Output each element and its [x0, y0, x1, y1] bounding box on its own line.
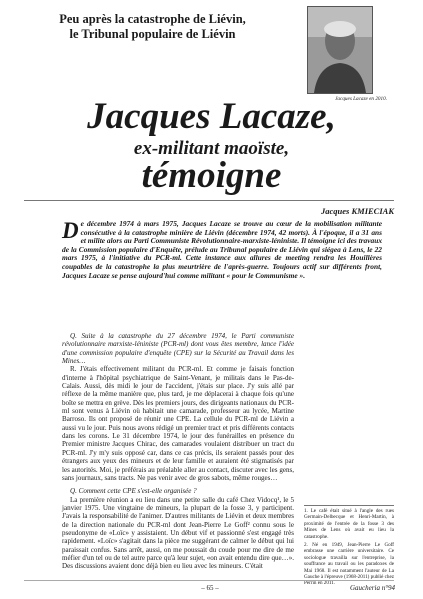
question-2: Q. Comment cette CPE s'est-elle organisée ?: [70, 487, 197, 496]
article-title-line-2: ex-militant maoïste,: [133, 138, 290, 159]
title-rule: [24, 200, 394, 201]
journal-issue: Gaucheria n°94: [350, 584, 395, 592]
article-title-line-3: témoigne: [141, 155, 282, 196]
article-body: [62, 330, 294, 571]
photo-caption: Jacques Lacaze en 2010.: [335, 96, 387, 102]
footnote-2: 2. Né en 1949, Jean-Pierre Le Goff embrasse une carrière universitaire. Ce sociologue travailla sur l'entreprise, la souffrance au travail ou les paradoxes de Mai 1968. Il est notamment l'auteur de La Gauche à l'épreuve (1968-2011) publié chez Perrin en 2011.: [304, 542, 394, 587]
kicker-heading: [20, 12, 285, 42]
drop-cap: D: [62, 218, 79, 243]
kicker-line-2: le Tribunal populaire de Liévin: [69, 27, 236, 41]
question-1: Q. Suite à la catastrophe du 27 décembre 1974, le Parti communiste révolutionnaire marxiste-léniniste (PCR-ml) dont vous êtes membre, lance l'idée d'une commission populaire d'enquête (CPE) sur la Sécurité au Travail dans les Mines…: [62, 332, 294, 366]
notes-rule: [304, 505, 394, 506]
author-photo: [307, 6, 373, 94]
footnotes: [304, 508, 394, 589]
kicker-line-1: Peu après la catastrophe de Liévin,: [59, 12, 246, 26]
page-number: – 65 –: [201, 584, 219, 592]
article-title-line-1: Jacques Lacaze,: [87, 96, 336, 137]
footer-rule: [24, 580, 394, 581]
footnote-1: 1. Le café était situé à l'angle des rues Germain-Delbecque et Henri-Martin, à proximité de l'entrée de la fosse 3 des Mines de Lens où avait eu lieu la catastrophe.: [304, 508, 394, 540]
answer-2: La première réunion a eu lieu dans une petite salle du café Chez Vidocq¹, le 5 janvier 1975. Une vingtaine de mineurs, la plupart de la fosse 3, y participent. J'avais la responsabilité de l'animer. D'autres militants de Liévin et deux membres de la direction nationale du PCR-ml dont Jean-Pierre Le Goff² connu sous le pseudonyme de «Loïc» y assistaient. Un début vif et passionné s'est engagé très rapidement. «Loïc» s'agitait dans la pièce me suggérant de calmer le début qui lui paraissait confus. Sans arrêt, aussi, on me poussait du coude pour me dire de me méfier d'un tel ou de tel autre parce qu'à leur sujet, «on avait entendu dire que…». Des discussions avaient donc déjà bien eu lieu avec les mineurs. C'était: [62, 495, 294, 571]
byline: Jacques KMIECIAK: [321, 206, 394, 216]
answer-1: R. J'étais effectivement militant du PCR-ml. Et comme je faisais fonction d'interne à l'hôpital psychiatrique de Saint-Venant, je militais dans le Pas-de-Calais. Aussi, dès midi le jour de l'accident, j'étais sur place. J'y suis allé par réflexe de la même manière que, plus tard, je me déplacerai à chaque fois qu'une boîte se mettra en grève. Dès les premiers jours, des dirigeants nationaux du PCR-ml sont venus à Liévin où habitait une camarade, professeur au lycée, Martine Barroso. Ils ont proposé de réunir une CPE. La cellule du PCR-ml de Liévin a aussi vu le jour. Puis nous avons rédigé un premier tract et pris différents contacts dans les corons. Le 31 décembre 1974, le jour des funérailles en présence du Premier ministre Jacques Chirac, des camarades voulaient distribuer un tract du PCR-ml. J'y m'y suis opposé car, dans ce cas précis, ils seraient passés pour des étrangers aux yeux des mineurs et de leur famille et auraient été stigmatisés par les autorités. Moi, je préférais au préalable aller au contact, discuter avec les gens, sans journaux, sans tracts. Ne pas venir avec de gros sabots, même rouges…: [62, 365, 294, 482]
lead-paragraph: [62, 220, 382, 280]
lead-text: e décembre 1974 à mars 1975, Jacques Lacaze se trouve au cœur de la mobilisation militante consécutive à la catastrophe minière de Liévin (décembre 1974, 42 morts). À l'époque, il a 31 ans et milite alors au Parti Communiste Révolutionnaire-marxiste-léniniste. Il témoigne ici des travaux de la Commission populaire d'Enquête, prélude au Tribunal populaire de Liévin qui siégea à Lens, le 22 mars 1975, à l'initiative du PCR-ml. Cette instance aux allures de meeting rendra les Houillères coupables de la catastrophe la plus meurtrière de l'après-guerre. Toujours actif sur différents front, Jacques Lacaze se pense aujourd'hui comme militant « pour le Communisme ».: [62, 219, 383, 280]
